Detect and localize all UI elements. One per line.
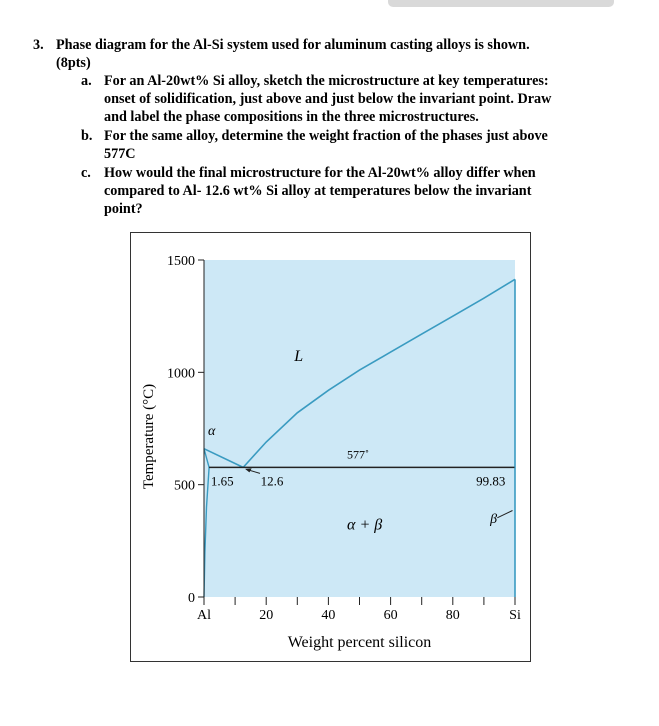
x-tick-label: 60 [383,608,398,623]
question-points: (8pts) [56,55,91,71]
question-number: 3. [33,37,44,53]
part-b-line-2: 577C [104,146,136,162]
part-c-line-1: How would the final microstructure for the Al-20wt% alloy differ when [104,165,536,181]
part-b-line-1: For the same alloy, determine the weight fraction of the phases just above [104,128,548,144]
part-c-line-2: compared to Al- 12.6 wt% Si alloy at temperatures below the invariant [104,183,532,199]
part-c-letter: c. [81,165,91,181]
eutectic-temperature-label: 577˚ [347,447,370,462]
x-tick-label: 40 [321,608,336,623]
beta-region-label: β [490,511,498,527]
y-tick-label: 500 [174,478,195,494]
y-tick-label: 0 [188,591,195,606]
part-a-letter: a. [81,73,92,89]
part-a-line-1: For an Al-20wt% Si alloy, sketch the microstructure at key temperatures: [104,73,549,89]
part-a-line-3: and label the phase compositions in the three microstructures. [104,109,479,125]
x-tick-label: Al [197,608,211,623]
x-tick-label: 20 [259,608,274,623]
top-scrollbar-fragment [388,0,614,7]
part-a-line-2: onset of solidification, just above and just below the invariant point. Draw [104,91,552,107]
liquid-region-label: L [294,348,304,366]
y-axis-label: Temperature (°C) [141,383,157,490]
x-tick-label: 80 [445,608,460,623]
part-b-letter: b. [81,128,93,144]
part-c-line-3: point? [104,201,143,217]
phase-diagram-chart [130,232,531,662]
eutectic-composition-label: 12.6 [260,473,284,489]
y-tick-label: 1500 [167,254,195,269]
x-tick-label: Si [509,608,521,623]
plot-area [204,260,515,597]
beta-composition-label: 99.83 [476,473,506,489]
two-phase-region-label: α + β [347,516,383,534]
question-title: Phase diagram for the Al-Si system used for aluminum casting alloys is shown. [56,37,530,53]
alpha-composition-label: 1.65 [210,473,234,489]
x-axis-label: Weight percent silicon [287,634,432,651]
y-tick-label: 1000 [167,366,195,382]
alpha-region-label: α [208,424,216,440]
